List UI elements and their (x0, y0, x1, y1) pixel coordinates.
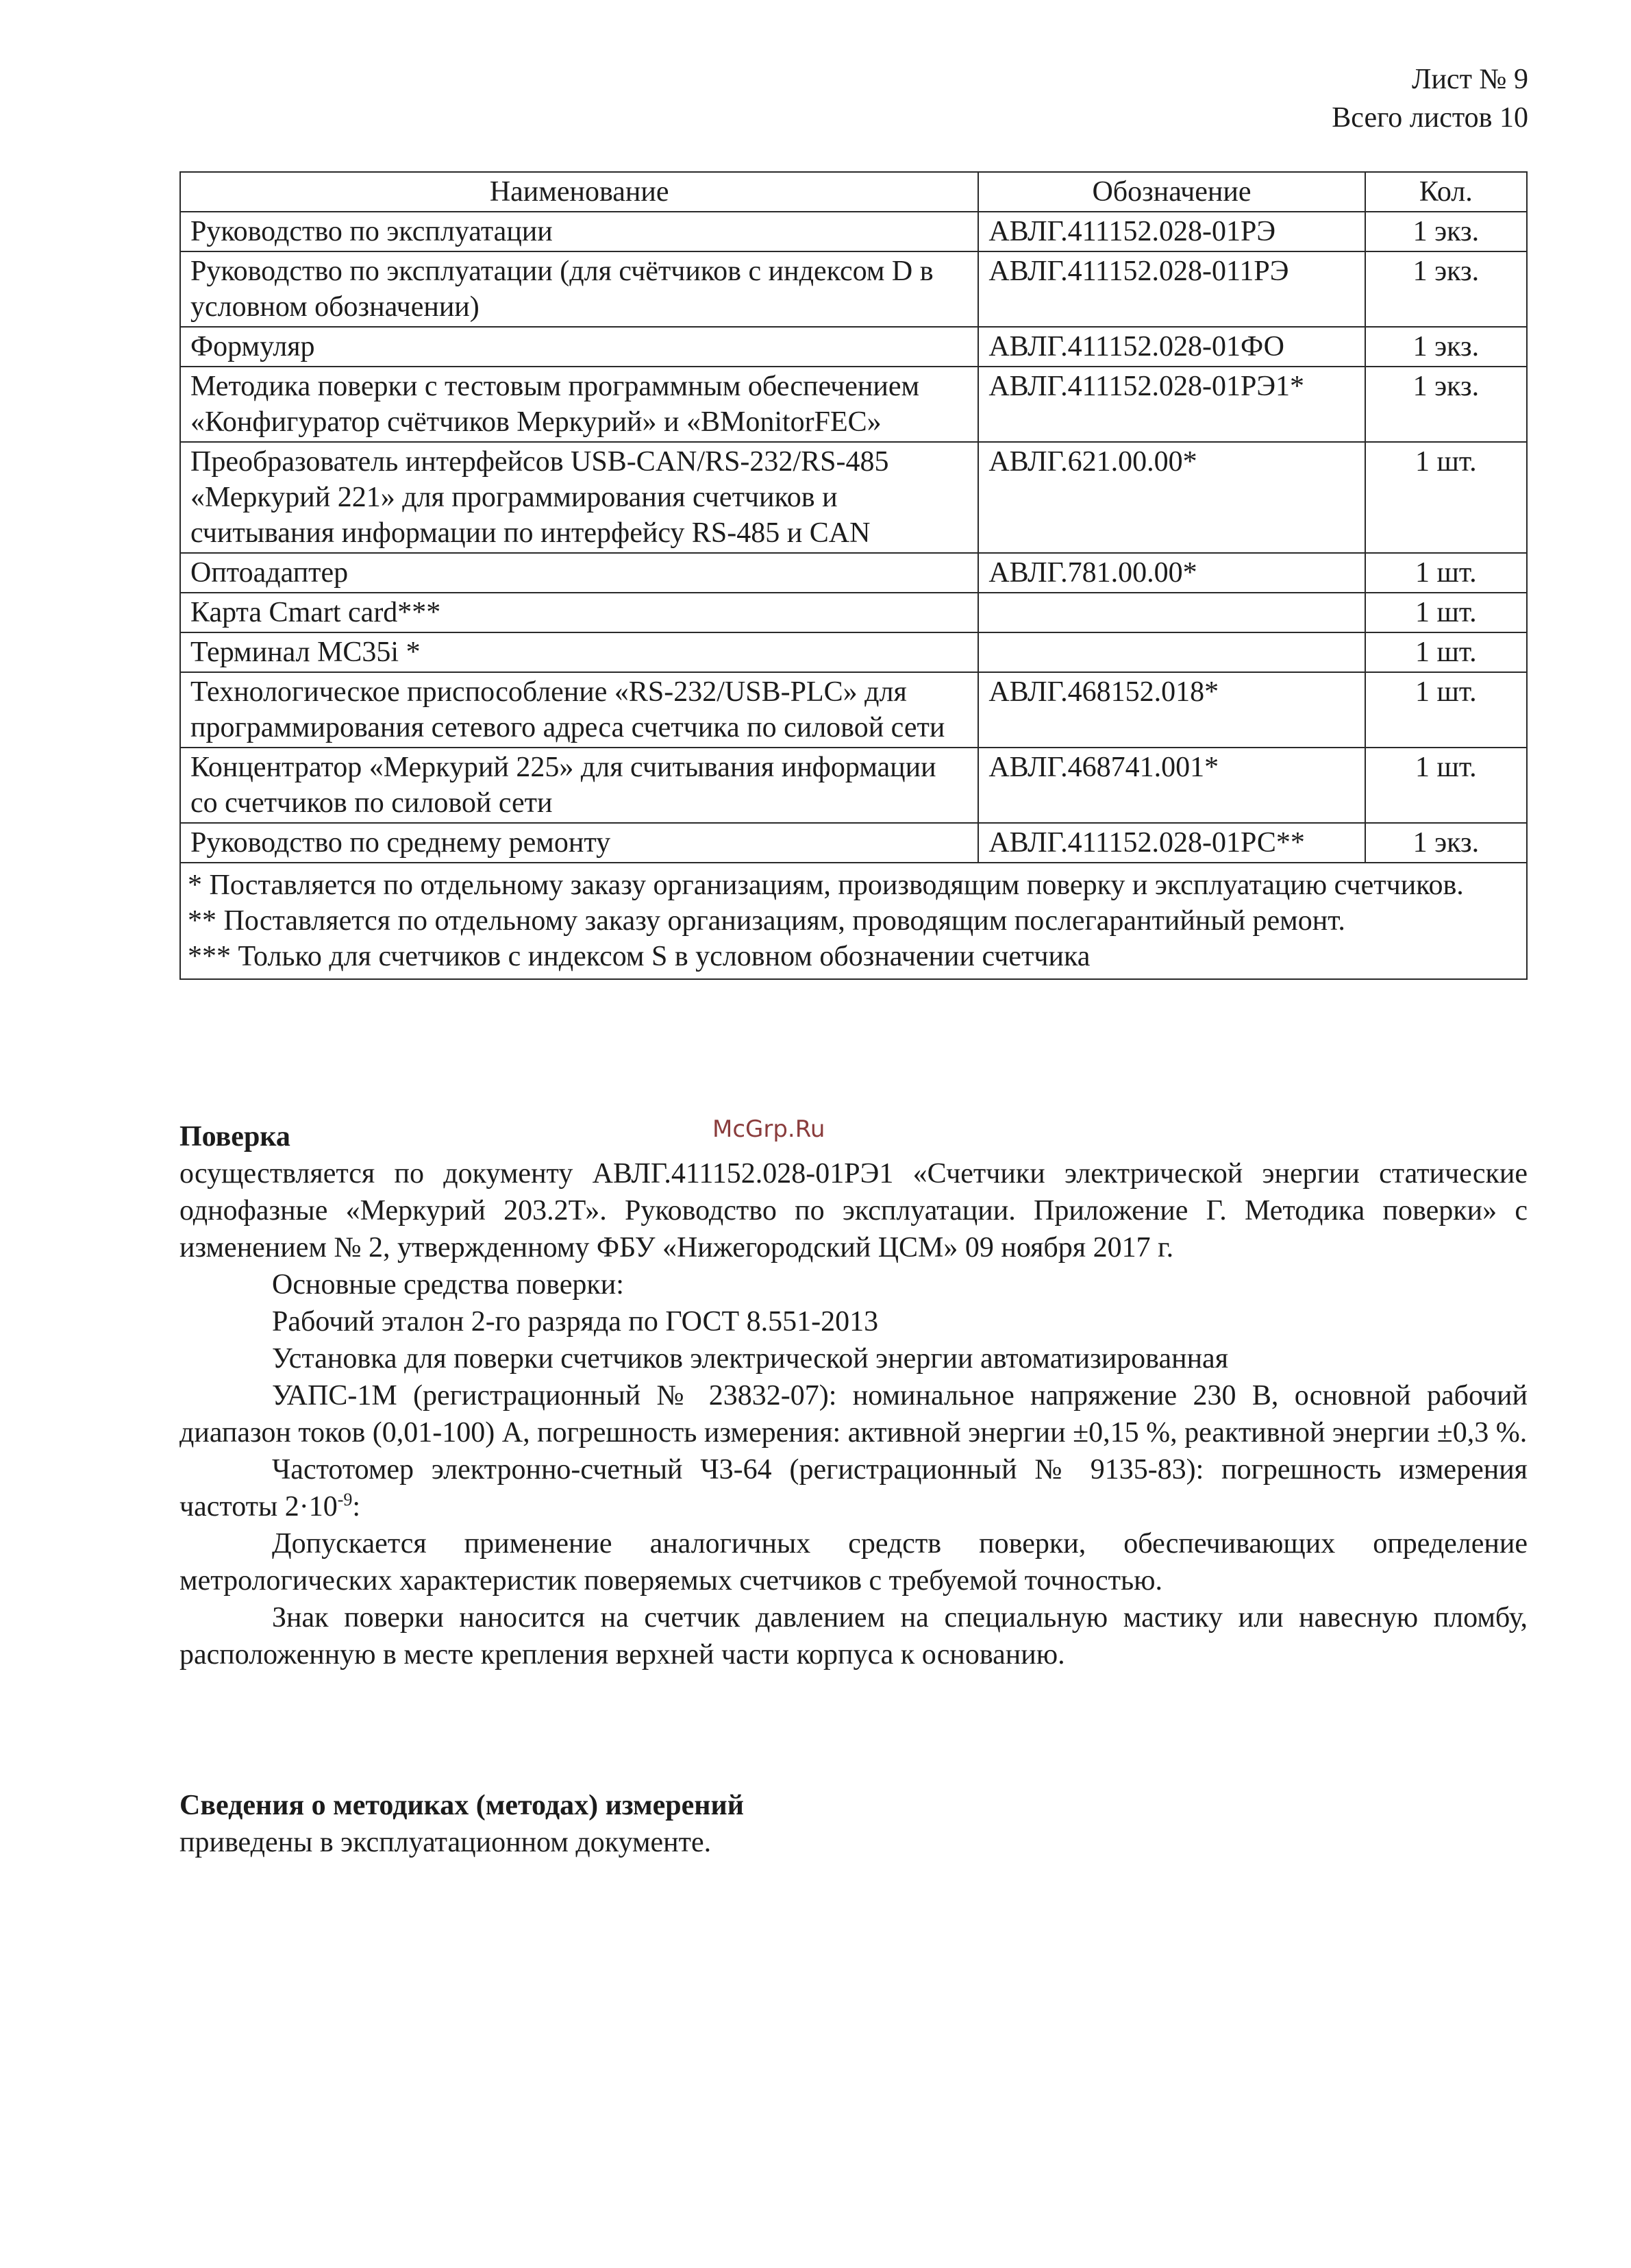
table-row (180, 553, 1527, 593)
table-row (180, 367, 1527, 442)
row-name: Руководство по эксплуатации (для счётчиков с индексом D в условном обозначении) (180, 251, 978, 327)
row-code: АВЛГ.411152.028-01РЭ (978, 212, 1365, 251)
row-qty: 1 экз. (1365, 251, 1527, 327)
table-row (180, 632, 1527, 672)
verification-title: Поверка (179, 1121, 290, 1153)
row-code: АВЛГ.621.00.00* (978, 442, 1365, 553)
row-qty: 1 шт. (1365, 672, 1527, 748)
verification-section (179, 1118, 1528, 1673)
table-row (180, 251, 1527, 327)
row-name: Преобразователь интерфейсов USB-CAN/RS-232/RS-485 «Меркурий 221» для программирования счетчиков и считывания информации по интерфейсу RS-485 и CAN (180, 442, 978, 553)
row-code: АВЛГ.411152.028-01РС** (978, 823, 1365, 863)
footnote-single-star: * Поставляется по отдельному заказу организациям, производящим поверку и эксплуатацию счетчиков. (188, 870, 1464, 901)
row-qty: 1 экз. (1365, 327, 1527, 367)
sheet-header (1332, 60, 1528, 137)
verification-mark: Знак поверки наносится на счетчик давлением на специальную мастику или навесную пломбу, расположенную в месте крепления верхней части корпуса к основанию. (179, 1602, 1528, 1671)
row-code: АВЛГ.468741.001* (978, 748, 1365, 823)
row-name: Руководство по эксплуатации (180, 212, 978, 251)
column-header-name: Наименование (180, 172, 978, 212)
verification-installation: Установка для поверки счетчиков электрической энергии автоматизированная (272, 1343, 1229, 1375)
row-name: Формуляр (180, 327, 978, 367)
table-row (180, 672, 1527, 748)
row-name: Методика поверки с тестовым программным обеспечением «Конфигуратор счётчиков Меркурий» и «BMonitorFEC» (180, 367, 978, 442)
row-qty: 1 шт. (1365, 593, 1527, 632)
table-notes (180, 863, 1527, 979)
frequency-suffix: : (352, 1491, 361, 1523)
row-qty: 1 экз. (1365, 367, 1527, 442)
row-code: АВЛГ.411152.028-011РЭ (978, 251, 1365, 327)
footnote-triple-star: *** Только для счетчиков с индексом S в условном обозначении счетчика (188, 941, 1091, 972)
verification-standard: Рабочий эталон 2-го разряда по ГОСТ 8.551-2013 (272, 1306, 879, 1338)
sheet-total: Всего листов 10 (1332, 102, 1528, 134)
row-code: АВЛГ.411152.028-01РЭ1* (978, 367, 1365, 442)
row-qty: 1 шт. (1365, 442, 1527, 553)
table-row (180, 823, 1527, 863)
verification-means-title: Основные средства поверки: (272, 1269, 624, 1301)
row-code: АВЛГ.781.00.00* (978, 553, 1365, 593)
frequency-text: Частотомер электронно-счетный Ч3-64 (регистрационный № 9135-83): погрешность измерения частоты 2·10 (179, 1454, 1528, 1523)
frequency-exponent: -9 (337, 1490, 353, 1509)
watermark: McGrp.Ru (712, 1115, 825, 1143)
verification-intro: осуществляется по документу АВЛГ.411152.028-01РЭ1 «Счетчики электрической энергии статические однофазные «Меркурий 203.2Т». Руководство по эксплуатации. Приложение Г. Методика поверки» с изменением № 2, утвержденному ФБУ «Нижегородский ЦСМ» 09 ноября 2017 г. (179, 1158, 1528, 1264)
table-row (180, 593, 1527, 632)
footnote-double-star: ** Поставляется по отдельному заказу организациям, проводящим послегарантийный ремонт. (188, 905, 1345, 937)
row-qty: 1 экз. (1365, 212, 1527, 251)
methods-section (179, 1787, 1528, 1861)
table-header-row (180, 172, 1527, 212)
row-qty: 1 экз. (1365, 823, 1527, 863)
verification-analogs: Допускается применение аналогичных средств поверки, обеспечивающих определение метрологических характеристик поверяемых счетчиков с требуемой точностью. (179, 1528, 1528, 1597)
delivery-set-table (179, 171, 1528, 980)
row-qty: 1 шт. (1365, 632, 1527, 672)
row-qty: 1 шт. (1365, 748, 1527, 823)
table-row (180, 327, 1527, 367)
table-row (180, 212, 1527, 251)
row-code: АВЛГ.468152.018* (978, 672, 1365, 748)
table-row (180, 748, 1527, 823)
column-header-code: Обозначение (978, 172, 1365, 212)
column-header-qty: Кол. (1365, 172, 1527, 212)
row-name: Терминал MC35i * (180, 632, 978, 672)
row-code (978, 593, 1365, 632)
row-code (978, 632, 1365, 672)
table-notes-row (180, 863, 1527, 979)
methods-text: приведены в эксплуатационном документе. (179, 1827, 712, 1858)
row-name: Оптоадаптер (180, 553, 978, 593)
sheet-number: Лист № 9 (1411, 64, 1528, 95)
row-name: Концентратор «Меркурий 225» для считывания информации со счетчиков по силовой сети (180, 748, 978, 823)
row-name: Технологическое приспособление «RS-232/USB-PLC» для программирования сетевого адреса счетчика по силовой сети (180, 672, 978, 748)
verification-frequency-meter (179, 1451, 1528, 1525)
methods-title: Сведения о методиках (методах) измерений (179, 1790, 744, 1821)
verification-uaps: УАПС-1М (регистрационный № 23832-07): номинальное напряжение 230 В, основной рабочий диапазон токов (0,01-100) А, погрешность измерения: активной энергии ±0,15 %, реактивной энергии ±0,3 %. (179, 1380, 1528, 1449)
row-qty: 1 шт. (1365, 553, 1527, 593)
row-name: Карта Cmart card*** (180, 593, 978, 632)
table-row (180, 442, 1527, 553)
row-code: АВЛГ.411152.028-01ФО (978, 327, 1365, 367)
row-name: Руководство по среднему ремонту (180, 823, 978, 863)
